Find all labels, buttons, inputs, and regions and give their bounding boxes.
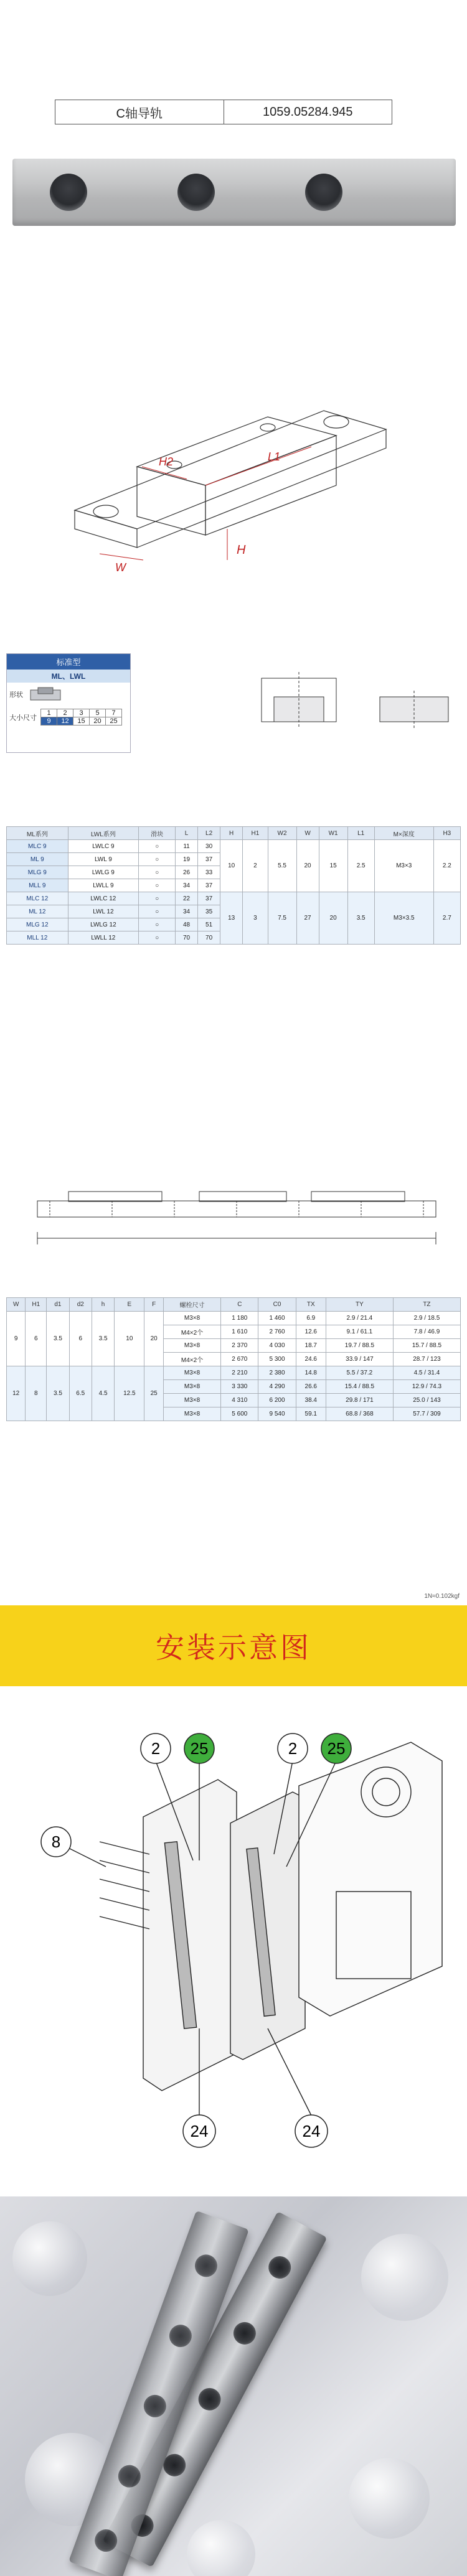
th-d1: d1 bbox=[47, 1298, 69, 1312]
shape-row bbox=[7, 683, 130, 706]
cell: 3 bbox=[243, 892, 268, 945]
th-c0: C0 bbox=[258, 1298, 296, 1312]
th-bolt: 螺栓尺寸 bbox=[163, 1298, 220, 1312]
th-ty: TY bbox=[326, 1298, 393, 1312]
cell: ML 9 bbox=[7, 853, 68, 866]
callout-24-right: 24 bbox=[302, 2122, 321, 2140]
size-cell: 2 bbox=[57, 709, 73, 717]
cell: 18.7 bbox=[296, 1339, 326, 1353]
cell: 29.8 / 171 bbox=[326, 1394, 393, 1407]
cell: M4×2个 bbox=[163, 1325, 220, 1339]
rail-hole bbox=[92, 2526, 120, 2555]
th-d2: d2 bbox=[69, 1298, 92, 1312]
cell: LWLC 9 bbox=[68, 840, 139, 853]
cell: ○ bbox=[139, 866, 176, 879]
cell: 2.9 / 21.4 bbox=[326, 1312, 393, 1325]
cell: 70 bbox=[175, 931, 197, 945]
mount-hole bbox=[305, 174, 342, 211]
cell: 30 bbox=[198, 840, 220, 853]
cell: 59.1 bbox=[296, 1407, 326, 1421]
cell: 12.9 / 74.3 bbox=[393, 1380, 460, 1394]
cell: ○ bbox=[139, 853, 176, 866]
mount-hole bbox=[50, 174, 87, 211]
size-cell: 1 bbox=[41, 709, 57, 717]
rail-layout-drawing bbox=[12, 1164, 455, 1263]
cell: 4.5 / 31.4 bbox=[393, 1366, 460, 1380]
size-table bbox=[40, 709, 122, 726]
cell: 2.7 bbox=[433, 892, 460, 945]
cell: M3×8 bbox=[163, 1312, 220, 1325]
th-w: W bbox=[296, 827, 319, 840]
th-tx: TX bbox=[296, 1298, 326, 1312]
cell: 7.5 bbox=[268, 892, 296, 945]
cell: 70 bbox=[198, 931, 220, 945]
callout-2-left: 2 bbox=[151, 1739, 161, 1758]
cell: ○ bbox=[139, 840, 176, 853]
cell: 5 600 bbox=[221, 1407, 258, 1421]
cell: M3×3.5 bbox=[374, 892, 433, 945]
cell: LWLG 9 bbox=[68, 866, 139, 879]
cell: MLC 12 bbox=[7, 892, 68, 905]
th-h: h bbox=[92, 1298, 114, 1312]
bubble-wrap bbox=[187, 2520, 255, 2576]
th-l2: L2 bbox=[198, 827, 220, 840]
callout-2-right: 2 bbox=[288, 1739, 298, 1758]
cell: 2.5 bbox=[347, 840, 374, 892]
cell: 28.7 / 123 bbox=[393, 1353, 460, 1366]
th-lwl: LWL系列 bbox=[68, 827, 139, 840]
cell: 4 290 bbox=[258, 1380, 296, 1394]
cell: 20 bbox=[144, 1312, 163, 1366]
cell: 2 bbox=[243, 840, 268, 892]
cell: M3×8 bbox=[163, 1339, 220, 1353]
rail-hole bbox=[141, 2392, 169, 2420]
cell: ○ bbox=[139, 905, 176, 918]
cell: M3×8 bbox=[163, 1407, 220, 1421]
cell: ○ bbox=[139, 879, 176, 892]
label-w: W bbox=[115, 561, 126, 574]
cell: LWLC 12 bbox=[68, 892, 139, 905]
th-h3: H3 bbox=[433, 827, 460, 840]
rail-hole bbox=[194, 2384, 225, 2415]
cell: 37 bbox=[198, 853, 220, 866]
cell: 3 330 bbox=[221, 1380, 258, 1394]
cell: 37 bbox=[198, 879, 220, 892]
cell: 22 bbox=[175, 892, 197, 905]
th-l1: L1 bbox=[347, 827, 374, 840]
cell: MLC 9 bbox=[7, 840, 68, 853]
installation-diagram bbox=[12, 1705, 455, 2178]
cell: 8 bbox=[26, 1366, 47, 1421]
th-l: L bbox=[175, 827, 197, 840]
cell: ○ bbox=[139, 918, 176, 931]
cell: 12 bbox=[7, 1366, 26, 1421]
th-h: H bbox=[220, 827, 243, 840]
callout-25-right: 25 bbox=[327, 1739, 346, 1758]
cell: MLG 12 bbox=[7, 918, 68, 931]
th-tz: TZ bbox=[393, 1298, 460, 1312]
cell: 2.9 / 18.5 bbox=[393, 1312, 460, 1325]
cell: M3×8 bbox=[163, 1366, 220, 1380]
cell: MLL 9 bbox=[7, 879, 68, 892]
callout-24-left: 24 bbox=[190, 2122, 209, 2140]
cell: 25 bbox=[144, 1366, 163, 1421]
size-cell: 7 bbox=[106, 709, 122, 717]
cell: 20 bbox=[296, 840, 319, 892]
cell: MLL 12 bbox=[7, 931, 68, 945]
cell: 2 670 bbox=[221, 1353, 258, 1366]
product-photo bbox=[0, 2196, 467, 2576]
callout-25-left: 25 bbox=[190, 1739, 209, 1758]
cell: 12.6 bbox=[296, 1325, 326, 1339]
cell: 5.5 / 37.2 bbox=[326, 1366, 393, 1380]
part-header bbox=[55, 100, 392, 124]
cell: 20 bbox=[319, 892, 347, 945]
cell: 2 760 bbox=[258, 1325, 296, 1339]
rail-hole bbox=[115, 2462, 144, 2491]
label-h2: H2 bbox=[159, 455, 174, 468]
cell: 33 bbox=[198, 866, 220, 879]
cell: 5.5 bbox=[268, 840, 296, 892]
label-h: H bbox=[237, 543, 246, 557]
rail-hole bbox=[166, 2322, 195, 2350]
cell: 6.9 bbox=[296, 1312, 326, 1325]
cell: 7.8 / 46.9 bbox=[393, 1325, 460, 1339]
cell: 4.5 bbox=[92, 1366, 114, 1421]
cell: 1 610 bbox=[221, 1325, 258, 1339]
cell: LWLG 12 bbox=[68, 918, 139, 931]
size-label: 大小尺寸 bbox=[9, 714, 37, 722]
part-code: 1059.05284.945 bbox=[262, 105, 353, 119]
callout-8: 8 bbox=[51, 1832, 61, 1851]
cell: 12.5 bbox=[115, 1366, 144, 1421]
cell: 3.5 bbox=[347, 892, 374, 945]
cell: 34 bbox=[175, 905, 197, 918]
cell: 26 bbox=[175, 866, 197, 879]
cell: 14.8 bbox=[296, 1366, 326, 1380]
bubble-wrap bbox=[361, 2234, 448, 2321]
unit-note: 1N≈0.102kgf bbox=[424, 1593, 460, 1600]
install-banner bbox=[0, 1605, 467, 1686]
th-m: M×深度 bbox=[374, 827, 433, 840]
size-cell-active: 9 bbox=[41, 717, 57, 726]
th-w2: W2 bbox=[268, 827, 296, 840]
size-cell: 15 bbox=[73, 717, 90, 726]
shape-label: 形状 bbox=[9, 691, 23, 699]
cell: 19 bbox=[175, 853, 197, 866]
th-ml: ML系列 bbox=[7, 827, 68, 840]
spec-table-dimensions bbox=[6, 826, 461, 945]
banner-title: 安装示意图 bbox=[156, 1631, 311, 1664]
cell: M4×2个 bbox=[163, 1353, 220, 1366]
cell: LWLL 9 bbox=[68, 879, 139, 892]
cell: 15.4 / 88.5 bbox=[326, 1380, 393, 1394]
th-w1: W1 bbox=[319, 827, 347, 840]
cell: 9 540 bbox=[258, 1407, 296, 1421]
size-cell: 25 bbox=[106, 717, 122, 726]
cell: LWLL 12 bbox=[68, 931, 139, 945]
cell: 13 bbox=[220, 892, 243, 945]
cell: 2.2 bbox=[433, 840, 460, 892]
rail-hole bbox=[192, 2251, 220, 2280]
cell: 4 310 bbox=[221, 1394, 258, 1407]
cell: 3.5 bbox=[47, 1312, 69, 1366]
cell: 33.9 / 147 bbox=[326, 1353, 393, 1366]
rail-hole bbox=[230, 2318, 260, 2349]
cell: 15 bbox=[319, 840, 347, 892]
cell: 34 bbox=[175, 879, 197, 892]
rail-photo bbox=[12, 159, 456, 226]
th-block: 滑块 bbox=[139, 827, 176, 840]
th-f: F bbox=[144, 1298, 163, 1312]
cell: 1 460 bbox=[258, 1312, 296, 1325]
th-h1: H1 bbox=[26, 1298, 47, 1312]
product-drawing bbox=[62, 373, 411, 597]
standard-series: ML、LWL bbox=[7, 670, 130, 683]
cell: 1 180 bbox=[221, 1312, 258, 1325]
cell: 48 bbox=[175, 918, 197, 931]
cell: 11 bbox=[175, 840, 197, 853]
cell: 3.5 bbox=[47, 1366, 69, 1421]
rail-hole bbox=[265, 2252, 295, 2283]
cell: 2 370 bbox=[221, 1339, 258, 1353]
cell: M3×8 bbox=[163, 1380, 220, 1394]
cross-section-drawing bbox=[237, 660, 461, 753]
cell: 51 bbox=[198, 918, 220, 931]
cell: 15.7 / 88.5 bbox=[393, 1339, 460, 1353]
mount-hole bbox=[177, 174, 215, 211]
size-cell-active: 12 bbox=[57, 717, 73, 726]
cell: 37 bbox=[198, 892, 220, 905]
cell: 9 bbox=[7, 1312, 26, 1366]
cell: 6 200 bbox=[258, 1394, 296, 1407]
size-row bbox=[7, 706, 130, 728]
part-name: C轴导轨 bbox=[55, 100, 224, 124]
cell: 2 210 bbox=[221, 1366, 258, 1380]
cell: 19.7 / 88.5 bbox=[326, 1339, 393, 1353]
cell: ○ bbox=[139, 931, 176, 945]
cell: MLG 9 bbox=[7, 866, 68, 879]
cell: 25.0 / 143 bbox=[393, 1394, 460, 1407]
cell: 6.5 bbox=[69, 1366, 92, 1421]
standard-type-panel bbox=[6, 653, 131, 753]
cell: 9.1 / 61.1 bbox=[326, 1325, 393, 1339]
cell: 35 bbox=[198, 905, 220, 918]
spec-table-load bbox=[6, 1297, 461, 1421]
cell: 10 bbox=[220, 840, 243, 892]
cell: 4 030 bbox=[258, 1339, 296, 1353]
bubble-wrap bbox=[349, 2458, 430, 2539]
th-e: E bbox=[115, 1298, 144, 1312]
cell: 26.6 bbox=[296, 1380, 326, 1394]
size-cell: 20 bbox=[90, 717, 106, 726]
standard-title: 标准型 bbox=[7, 654, 130, 670]
cell: 68.8 / 368 bbox=[326, 1407, 393, 1421]
cell: 6 bbox=[26, 1312, 47, 1366]
cell: 10 bbox=[115, 1312, 144, 1366]
cell: ML 12 bbox=[7, 905, 68, 918]
cell: 2 380 bbox=[258, 1366, 296, 1380]
cell: 38.4 bbox=[296, 1394, 326, 1407]
th-h1: H1 bbox=[243, 827, 268, 840]
cell: 24.6 bbox=[296, 1353, 326, 1366]
cell: LWL 12 bbox=[68, 905, 139, 918]
cell: M3×3 bbox=[374, 840, 433, 892]
size-cell: 5 bbox=[90, 709, 106, 717]
cell: 3.5 bbox=[92, 1312, 114, 1366]
cell: M3×8 bbox=[163, 1394, 220, 1407]
label-l1: L1 bbox=[268, 450, 281, 463]
size-cell: 3 bbox=[73, 709, 90, 717]
th-w: W bbox=[7, 1298, 26, 1312]
th-c: C bbox=[221, 1298, 258, 1312]
cell: 27 bbox=[296, 892, 319, 945]
cell: 6 bbox=[69, 1312, 92, 1366]
cell: 57.7 / 309 bbox=[393, 1407, 460, 1421]
shape-icon bbox=[27, 685, 64, 704]
cell: ○ bbox=[139, 892, 176, 905]
cell: 5 300 bbox=[258, 1353, 296, 1366]
bubble-wrap bbox=[12, 2221, 87, 2296]
cell: LWL 9 bbox=[68, 853, 139, 866]
